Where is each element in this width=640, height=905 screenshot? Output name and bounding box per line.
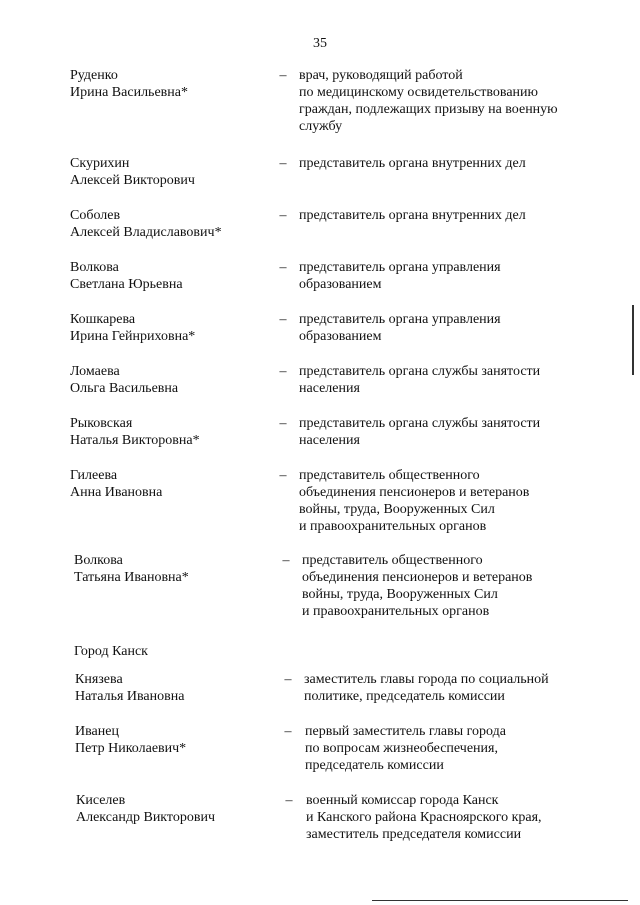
person-role: заместитель главы города по социальной политике, председатель комиссии — [304, 672, 549, 704]
person-role: представитель органа внутренних дел — [299, 208, 526, 223]
person-role: врач, руководящий работой по медицинскому освидетельствованию граждан, подлежащих призыву на военную службу — [299, 68, 558, 134]
dash-separator: – — [279, 260, 287, 275]
dash-separator: – — [284, 724, 292, 739]
dash-separator: – — [279, 68, 287, 83]
person-name: Князева Наталья Ивановна — [75, 672, 185, 704]
person-role: военный комиссар города Канск и Канского района Красноярского края, заместитель председателя комиссии — [306, 793, 542, 842]
person-name: Рыковская Наталья Викторовна* — [70, 416, 200, 448]
person-role: представитель общественного объединения пенсионеров и ветеранов войны, труда, Вооруженных Сил и правоохранительных органов — [302, 553, 533, 619]
dash-separator: – — [279, 364, 287, 379]
person-role: представитель органа управления образованием — [299, 260, 501, 292]
person-role: представитель органа управления образованием — [299, 312, 501, 344]
dash-separator: – — [279, 468, 287, 483]
person-name: Соболев Алексей Владиславович* — [70, 208, 222, 240]
person-name: Киселев Александр Викторович — [76, 793, 216, 825]
dash-separator: – — [279, 312, 287, 327]
person-name: Волкова Светлана Юрьевна — [70, 260, 183, 292]
bottom-rule — [372, 900, 628, 901]
person-name: Скурихин Алексей Викторович — [70, 156, 195, 188]
person-name: Руденко Ирина Васильевна* — [70, 68, 188, 100]
section-heading: Город Канск — [74, 644, 148, 659]
person-role: первый заместитель главы города по вопросам жизнеобеспечения, председатель комиссии — [305, 724, 506, 773]
person-name: Кошкарева Ирина Гейнриховна* — [70, 312, 196, 344]
dash-separator: – — [284, 672, 292, 687]
person-name: Ломаева Ольга Васильевна — [70, 364, 179, 396]
person-role: представитель органа службы занятости населения — [299, 364, 541, 396]
dash-separator: – — [279, 208, 287, 223]
person-name: Иванец Петр Николаевич* — [75, 724, 187, 756]
person-role: представитель органа службы занятости населения — [299, 416, 541, 448]
dash-separator: – — [285, 793, 293, 808]
dash-separator: – — [282, 553, 290, 568]
person-name: Гилеева Анна Ивановна — [70, 468, 163, 500]
page-number: 35 — [313, 36, 327, 51]
person-role: представитель органа внутренних дел — [299, 156, 526, 171]
dash-separator: – — [279, 156, 287, 171]
person-name: Волкова Татьяна Ивановна* — [74, 553, 189, 585]
dash-separator: – — [279, 416, 287, 431]
scan-edge-line — [632, 305, 634, 375]
person-role: представитель общественного объединения пенсионеров и ветеранов войны, труда, Вооруженных Сил и правоохранительных органов — [299, 468, 530, 534]
